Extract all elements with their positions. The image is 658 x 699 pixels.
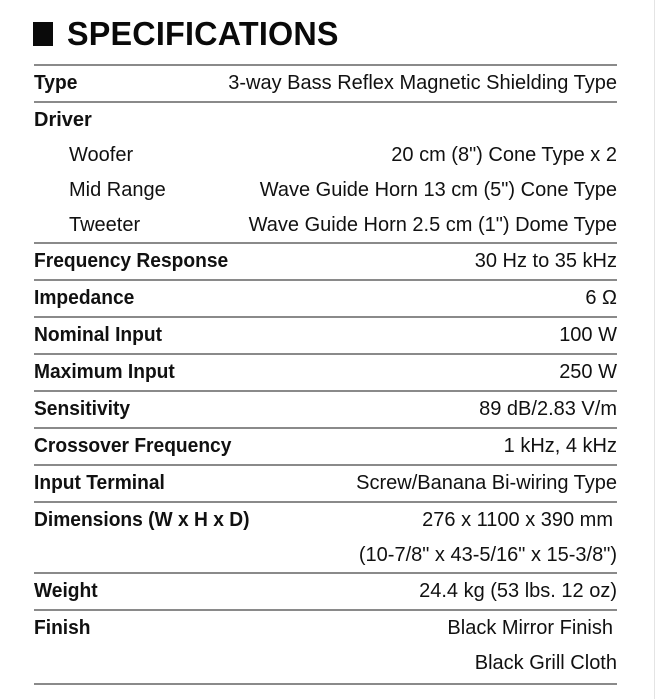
spec-row-impedance	[34, 281, 617, 316]
spec-value: 20 cm (8") Cone Type x 2	[391, 144, 617, 166]
spec-label: Input Terminal	[34, 472, 165, 494]
specifications-table	[34, 64, 617, 685]
spec-value: 89 dB/2.83 V/m	[479, 398, 617, 420]
spec-value: Wave Guide Horn 13 cm (5") Cone Type	[259, 179, 617, 201]
spec-value-finish-1: Black Mirror Finish	[447, 617, 613, 639]
section-title: SPECIFICATIONS	[67, 15, 339, 52]
spec-subrow-woofer	[34, 138, 617, 173]
spec-label: Finish	[34, 617, 91, 639]
spec-value: 1 kHz, 4 kHz	[503, 435, 617, 457]
spec-value: 250 W	[559, 361, 617, 383]
black-square-icon	[33, 22, 53, 46]
spec-label: Type	[34, 72, 78, 94]
page-edge-line	[654, 0, 655, 699]
section-heading	[33, 14, 344, 54]
spec-sublabel: Tweeter	[69, 214, 141, 236]
spec-subrow-tweeter	[34, 208, 617, 243]
spec-label: Maximum Input	[34, 361, 175, 383]
spec-row-type	[34, 66, 617, 101]
spec-sublabel: Woofer	[69, 144, 134, 166]
spec-row-input-terminal	[34, 466, 617, 501]
spec-row-frequency-response	[34, 244, 617, 279]
spec-label: Driver	[34, 109, 92, 131]
spec-value-finish-2: Black Grill Cloth	[474, 652, 617, 674]
spec-value: 24.4 kg (53 lbs. 12 oz)	[419, 580, 617, 602]
spec-row-maximum-input	[34, 355, 617, 390]
spec-value: 3-way Bass Reflex Magnetic Shielding Type	[228, 72, 617, 94]
spec-subrow-mid-range	[34, 173, 617, 208]
spec-value: 30 Hz to 35 kHz	[474, 250, 617, 272]
spec-row-crossover-frequency	[34, 429, 617, 464]
spec-row-weight	[34, 574, 617, 609]
spec-value-metric: 276 x 1100 x 390 mm	[422, 509, 613, 531]
spec-value-group	[447, 611, 617, 681]
divider	[34, 683, 617, 685]
spec-label: Impedance	[34, 287, 135, 309]
spec-row-nominal-input	[34, 318, 617, 353]
spec-row-dimensions	[34, 503, 617, 572]
spec-value: Screw/Banana Bi-wiring Type	[356, 472, 617, 494]
spec-row-finish	[34, 611, 617, 683]
spec-label: Frequency Response	[34, 250, 229, 272]
spec-value: Wave Guide Horn 2.5 cm (1") Dome Type	[248, 214, 617, 236]
spec-label: Nominal Input	[34, 324, 162, 346]
spec-value-imperial: (10-7/8" x 43-5/16" x 15-3/8")	[358, 544, 617, 566]
spec-value-group	[359, 503, 617, 573]
spec-value: 100 W	[559, 324, 617, 346]
spec-label: Sensitivity	[34, 398, 131, 420]
spec-label: Crossover Frequency	[34, 435, 232, 457]
spec-label: Weight	[34, 580, 98, 602]
spec-label: Dimensions (W x H x D)	[34, 509, 250, 531]
spec-row-driver	[34, 103, 617, 242]
spec-value: 6 Ω	[585, 287, 617, 309]
spec-sublabel: Mid Range	[69, 179, 166, 201]
spec-row-sensitivity	[34, 392, 617, 427]
